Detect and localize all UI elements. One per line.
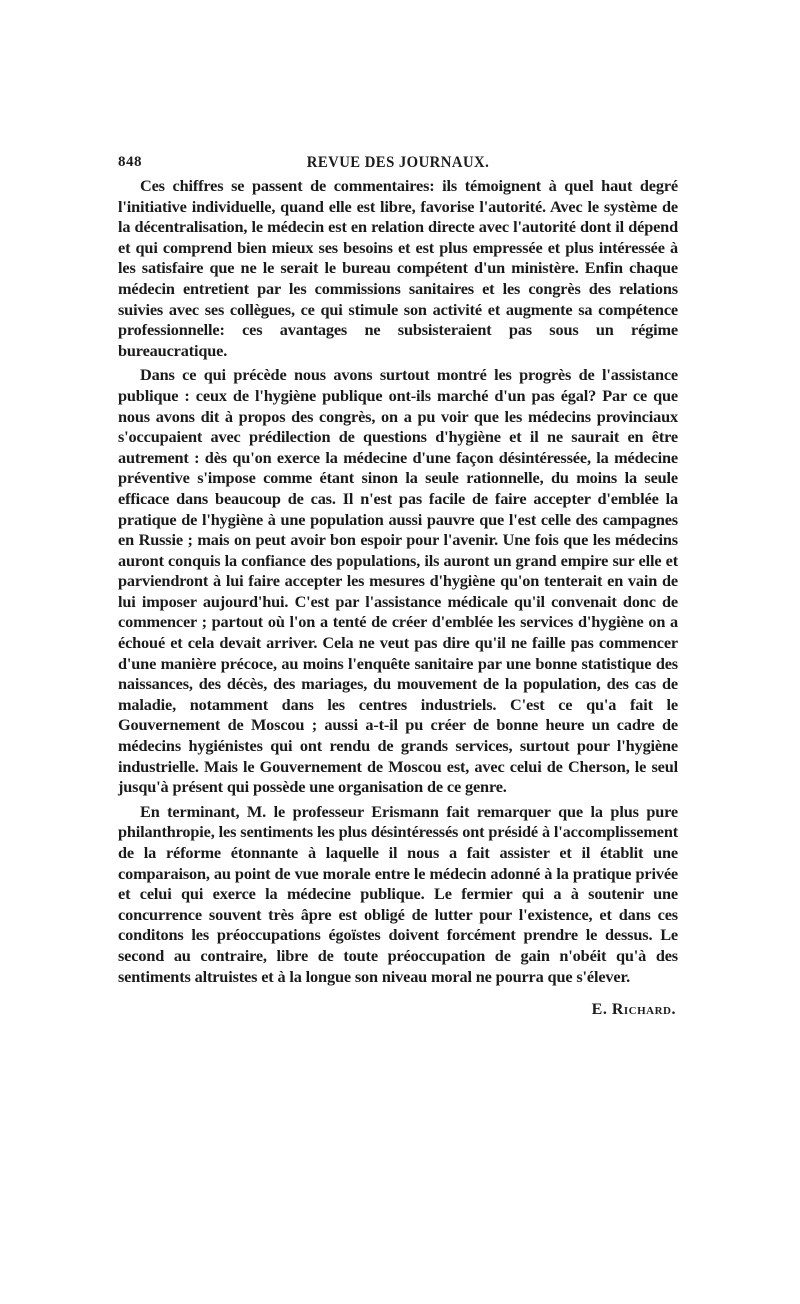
author-surname: Richard. bbox=[611, 1001, 676, 1019]
running-head bbox=[118, 150, 678, 176]
paragraph-hygiene-publique: Dans ce qui précède nous avons surtout montré les progrès de l'assistance publique : ceux de l'hygiène publique ont-ils marché d'un pas égal? Par ce que nous avons dit à propos des congrès, on a pu voir que les médecins provinciaux s'occupaient avec prédilection de questions d'hygiène et il ne saurait en être autrement : dès qu'on exerce la médecine d'une façon désintéressée, la médecine préventive s'impose comme étant sinon la seule rationnelle, du moins la seule efficace dans beaucoup de cas. Il n'est pas facile de faire accepter d'emblée la pratique de l'hygiène à une population aussi pauvre que l'est celle des campagnes en Russie ; mais on peut avoir bon espoir pour l'avenir. Une fois que les médecins auront conquis la confiance des populations, ils auront un grand empire sur elle et parviendront à lui faire accepter les mesures d'hygiène qu'on tenterait en vain de lui imposer aujourd'hui. C'est par l'assistance médicale qu'il convenait donc de commencer ; partout où l'on a tenté de créer d'emblée les services d'hygiène on a échoué et cela devait arriver. Cela ne veut pas dire qu'il ne faille pas commencer d'une manière précoce, au moins l'enquête sanitaire par une bonne statistique des naissances, des décès, des mariages, du mouvement de la population, des cas de maladie, notamment dans les centres industriels. C'est ce qu'a fait le Gouvernement de Moscou ; aussi a-t-il pu créer de bonne heure un cadre de médecins hygiénistes qui ont rendu de grands services, surtout pour l'hygiène industrielle. Mais le Gouvernement de Moscou est, avec celui de Cherson, le seul jusqu'à présent qui possède une organisation de ce genre. bbox=[118, 365, 678, 797]
paragraph-decentralisation: Ces chiffres se passent de commentaires: ils témoignent à quel haut degré l'initiative individuelle, quand elle est libre, favorise l'autorité. Avec le système de la décentralisation, le médecin est en relation directe avec l'autorité dont il dépend et qui comprend bien mieux ses besoins et est plus empressée et plus intéressée à les satisfaire que ne le serait le bureau compétent d'un ministère. Enfin chaque médecin entretient par les commissions sanitaires et les congrès des relations suivies avec ses collègues, ce qui stimule son activité et augmente sa compétence professionnelle: ces avantages ne subsisteraient pas sous un régime bureaucratique. bbox=[118, 176, 678, 360]
paragraph-conclusion: En terminant, M. le professeur Erismann fait remarquer que la plus pure philanthropie, les sentiments les plus désintéressés ont présidé à l'accomplissement de la réforme étonnante à laquelle il nous a fait assister et il établit une comparaison, au point de vue morale entre le médecin adonné à la pratique privée et celui qui exerce la médecine publique. Le fermier qui a à soutenir une concurrence souvent très âpre est obligé de lutter pour l'existence, et dans ces conditons les préoccupations égoïstes doivent forcément prendre le dessus. Le second au contraire, libre de toute préoccupation de gain n'obéit qu'à des sentiments altruistes et à la longue son niveau moral ne pourra que s'élever. bbox=[118, 801, 678, 986]
author-signature bbox=[118, 1001, 678, 1019]
article-body bbox=[118, 176, 678, 987]
author-initial: E. bbox=[591, 1001, 608, 1019]
page-number: 848 bbox=[118, 154, 142, 170]
book-page bbox=[118, 150, 678, 1019]
journal-title: REVUE DES JOURNAUX. bbox=[306, 154, 490, 171]
